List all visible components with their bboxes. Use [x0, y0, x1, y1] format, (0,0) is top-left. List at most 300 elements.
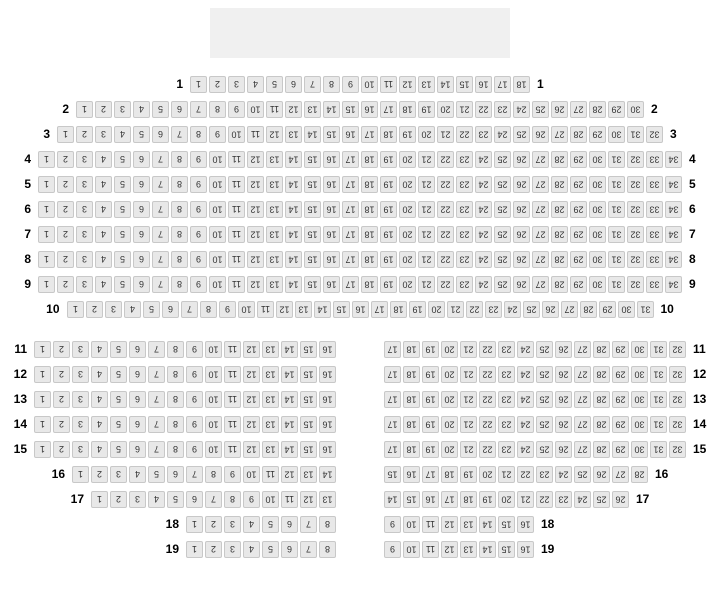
seat[interactable]	[114, 126, 131, 143]
seat[interactable]	[593, 366, 610, 383]
seat[interactable]	[262, 541, 279, 558]
seat[interactable]	[456, 126, 473, 143]
seat[interactable]	[627, 101, 644, 118]
seat[interactable]	[190, 176, 207, 193]
seat[interactable]	[209, 76, 226, 93]
seat[interactable]	[53, 416, 70, 433]
seat[interactable]	[262, 341, 279, 358]
seat[interactable]	[209, 151, 226, 168]
seat[interactable]	[205, 391, 222, 408]
seat[interactable]	[570, 276, 587, 293]
seat[interactable]	[589, 201, 606, 218]
seat[interactable]	[593, 491, 610, 508]
seat[interactable]	[612, 491, 629, 508]
seat[interactable]	[167, 441, 184, 458]
seat[interactable]	[418, 126, 435, 143]
seat[interactable]	[152, 201, 169, 218]
seat[interactable]	[266, 151, 283, 168]
seat[interactable]	[532, 151, 549, 168]
seat[interactable]	[247, 151, 264, 168]
seat[interactable]	[403, 391, 420, 408]
seat[interactable]	[418, 276, 435, 293]
seat[interactable]	[91, 366, 108, 383]
seat[interactable]	[532, 276, 549, 293]
seat[interactable]	[513, 276, 530, 293]
seat[interactable]	[627, 151, 644, 168]
seat[interactable]	[190, 251, 207, 268]
seat[interactable]	[266, 201, 283, 218]
seat[interactable]	[456, 76, 473, 93]
seat[interactable]	[171, 151, 188, 168]
seat[interactable]	[551, 276, 568, 293]
seat[interactable]	[224, 491, 241, 508]
seat[interactable]	[479, 491, 496, 508]
seat[interactable]	[91, 441, 108, 458]
seat[interactable]	[631, 441, 648, 458]
seat[interactable]	[574, 491, 591, 508]
seat[interactable]	[304, 201, 321, 218]
seat[interactable]	[589, 276, 606, 293]
seat[interactable]	[209, 101, 226, 118]
seat[interactable]	[171, 101, 188, 118]
seat[interactable]	[627, 201, 644, 218]
seat[interactable]	[650, 416, 667, 433]
seat[interactable]	[532, 251, 549, 268]
seat[interactable]	[300, 391, 317, 408]
seat[interactable]	[665, 201, 682, 218]
seat[interactable]	[247, 226, 264, 243]
seat[interactable]	[247, 101, 264, 118]
seat[interactable]	[589, 126, 606, 143]
seat[interactable]	[536, 466, 553, 483]
seat[interactable]	[205, 516, 222, 533]
seat[interactable]	[300, 341, 317, 358]
seat[interactable]	[86, 301, 103, 318]
seat[interactable]	[129, 441, 146, 458]
seat[interactable]	[228, 251, 245, 268]
seat[interactable]	[437, 176, 454, 193]
seat[interactable]	[532, 201, 549, 218]
seat[interactable]	[475, 251, 492, 268]
seat[interactable]	[262, 416, 279, 433]
seat[interactable]	[517, 341, 534, 358]
seat[interactable]	[418, 226, 435, 243]
seat[interactable]	[38, 276, 55, 293]
seat[interactable]	[323, 251, 340, 268]
seat[interactable]	[224, 466, 241, 483]
seat[interactable]	[384, 391, 401, 408]
seat[interactable]	[466, 301, 483, 318]
seat[interactable]	[555, 466, 572, 483]
seat[interactable]	[589, 226, 606, 243]
seat[interactable]	[95, 101, 112, 118]
seat[interactable]	[513, 126, 530, 143]
seat[interactable]	[570, 126, 587, 143]
seat[interactable]	[479, 391, 496, 408]
seat[interactable]	[403, 416, 420, 433]
seat[interactable]	[390, 301, 407, 318]
seat[interactable]	[319, 466, 336, 483]
seat[interactable]	[612, 341, 629, 358]
seat[interactable]	[281, 541, 298, 558]
seat[interactable]	[646, 151, 663, 168]
seat[interactable]	[285, 101, 302, 118]
seat[interactable]	[300, 541, 317, 558]
seat[interactable]	[498, 441, 515, 458]
seat[interactable]	[646, 251, 663, 268]
seat[interactable]	[441, 341, 458, 358]
seat[interactable]	[593, 466, 610, 483]
seat[interactable]	[494, 226, 511, 243]
seat[interactable]	[266, 101, 283, 118]
seat[interactable]	[513, 251, 530, 268]
seat[interactable]	[110, 416, 127, 433]
seat[interactable]	[513, 226, 530, 243]
seat[interactable]	[266, 76, 283, 93]
seat[interactable]	[631, 466, 648, 483]
seat[interactable]	[403, 441, 420, 458]
seat[interactable]	[403, 366, 420, 383]
seat[interactable]	[95, 226, 112, 243]
seat[interactable]	[460, 491, 477, 508]
seat[interactable]	[129, 466, 146, 483]
seat[interactable]	[437, 76, 454, 93]
seat[interactable]	[319, 416, 336, 433]
seat[interactable]	[637, 301, 654, 318]
seat[interactable]	[38, 201, 55, 218]
seat[interactable]	[167, 366, 184, 383]
seat[interactable]	[205, 491, 222, 508]
seat[interactable]	[133, 251, 150, 268]
seat[interactable]	[380, 76, 397, 93]
seat[interactable]	[618, 301, 635, 318]
seat[interactable]	[53, 391, 70, 408]
seat[interactable]	[205, 441, 222, 458]
seat[interactable]	[612, 441, 629, 458]
seat[interactable]	[513, 151, 530, 168]
seat[interactable]	[266, 226, 283, 243]
seat[interactable]	[570, 176, 587, 193]
seat[interactable]	[437, 201, 454, 218]
seat[interactable]	[650, 341, 667, 358]
seat[interactable]	[114, 176, 131, 193]
seat[interactable]	[91, 416, 108, 433]
seat[interactable]	[551, 176, 568, 193]
seat[interactable]	[460, 366, 477, 383]
seat[interactable]	[171, 251, 188, 268]
seat[interactable]	[437, 151, 454, 168]
seat[interactable]	[228, 176, 245, 193]
seat[interactable]	[129, 491, 146, 508]
seat[interactable]	[148, 441, 165, 458]
seat[interactable]	[342, 276, 359, 293]
seat[interactable]	[555, 441, 572, 458]
seat[interactable]	[494, 276, 511, 293]
seat[interactable]	[300, 466, 317, 483]
seat[interactable]	[243, 366, 260, 383]
seat[interactable]	[403, 491, 420, 508]
seat[interactable]	[399, 101, 416, 118]
seat[interactable]	[133, 151, 150, 168]
seat[interactable]	[517, 416, 534, 433]
seat[interactable]	[551, 251, 568, 268]
seat[interactable]	[513, 101, 530, 118]
seat[interactable]	[494, 251, 511, 268]
seat[interactable]	[114, 201, 131, 218]
seat[interactable]	[57, 251, 74, 268]
seat[interactable]	[460, 441, 477, 458]
seat[interactable]	[399, 226, 416, 243]
seat[interactable]	[129, 391, 146, 408]
seat[interactable]	[262, 366, 279, 383]
seat[interactable]	[380, 226, 397, 243]
seat[interactable]	[403, 516, 420, 533]
seat[interactable]	[593, 441, 610, 458]
seat[interactable]	[228, 201, 245, 218]
seat[interactable]	[38, 226, 55, 243]
seat[interactable]	[152, 251, 169, 268]
seat[interactable]	[498, 516, 515, 533]
seat[interactable]	[34, 341, 51, 358]
seat[interactable]	[361, 226, 378, 243]
seat[interactable]	[498, 466, 515, 483]
seat[interactable]	[399, 276, 416, 293]
seat[interactable]	[456, 151, 473, 168]
seat[interactable]	[262, 391, 279, 408]
seat[interactable]	[361, 276, 378, 293]
seat[interactable]	[95, 126, 112, 143]
seat[interactable]	[627, 276, 644, 293]
seat[interactable]	[422, 366, 439, 383]
seat[interactable]	[361, 126, 378, 143]
seat[interactable]	[262, 441, 279, 458]
seat[interactable]	[384, 541, 401, 558]
seat[interactable]	[437, 101, 454, 118]
seat[interactable]	[205, 541, 222, 558]
seat[interactable]	[152, 151, 169, 168]
seat[interactable]	[352, 301, 369, 318]
seat[interactable]	[34, 366, 51, 383]
seat[interactable]	[285, 276, 302, 293]
seat[interactable]	[190, 151, 207, 168]
seat[interactable]	[281, 466, 298, 483]
seat[interactable]	[532, 126, 549, 143]
seat[interactable]	[342, 226, 359, 243]
seat[interactable]	[380, 251, 397, 268]
seat[interactable]	[555, 341, 572, 358]
seat[interactable]	[669, 416, 686, 433]
seat[interactable]	[228, 76, 245, 93]
seat[interactable]	[133, 176, 150, 193]
seat[interactable]	[342, 176, 359, 193]
seat[interactable]	[247, 126, 264, 143]
seat[interactable]	[247, 201, 264, 218]
seat[interactable]	[418, 76, 435, 93]
seat[interactable]	[314, 301, 331, 318]
seat[interactable]	[384, 441, 401, 458]
seat[interactable]	[76, 251, 93, 268]
seat[interactable]	[608, 201, 625, 218]
seat[interactable]	[38, 151, 55, 168]
seat[interactable]	[551, 101, 568, 118]
seat[interactable]	[152, 276, 169, 293]
seat[interactable]	[589, 101, 606, 118]
seat[interactable]	[428, 301, 445, 318]
seat[interactable]	[243, 541, 260, 558]
seat[interactable]	[285, 251, 302, 268]
seat[interactable]	[536, 441, 553, 458]
seat[interactable]	[441, 416, 458, 433]
seat[interactable]	[304, 101, 321, 118]
seat[interactable]	[361, 176, 378, 193]
seat[interactable]	[91, 391, 108, 408]
seat[interactable]	[441, 441, 458, 458]
seat[interactable]	[456, 201, 473, 218]
seat[interactable]	[114, 276, 131, 293]
seat[interactable]	[190, 276, 207, 293]
seat[interactable]	[300, 366, 317, 383]
seat[interactable]	[171, 126, 188, 143]
seat[interactable]	[95, 176, 112, 193]
seat[interactable]	[380, 201, 397, 218]
seat[interactable]	[399, 76, 416, 93]
seat[interactable]	[243, 416, 260, 433]
seat[interactable]	[384, 466, 401, 483]
seat[interactable]	[133, 101, 150, 118]
seat[interactable]	[181, 301, 198, 318]
seat[interactable]	[403, 466, 420, 483]
seat[interactable]	[580, 301, 597, 318]
seat[interactable]	[205, 366, 222, 383]
seat[interactable]	[110, 441, 127, 458]
seat[interactable]	[441, 391, 458, 408]
seat[interactable]	[589, 151, 606, 168]
seat[interactable]	[224, 541, 241, 558]
seat[interactable]	[228, 151, 245, 168]
seat[interactable]	[361, 201, 378, 218]
seat[interactable]	[304, 276, 321, 293]
seat[interactable]	[281, 341, 298, 358]
seat[interactable]	[418, 151, 435, 168]
seat[interactable]	[319, 391, 336, 408]
seat[interactable]	[304, 126, 321, 143]
seat[interactable]	[186, 516, 203, 533]
seat[interactable]	[162, 301, 179, 318]
seat[interactable]	[608, 251, 625, 268]
seat[interactable]	[190, 226, 207, 243]
seat[interactable]	[551, 126, 568, 143]
seat[interactable]	[555, 366, 572, 383]
seat[interactable]	[669, 341, 686, 358]
seat[interactable]	[72, 441, 89, 458]
seat[interactable]	[380, 176, 397, 193]
seat[interactable]	[319, 441, 336, 458]
seat[interactable]	[281, 441, 298, 458]
seat[interactable]	[209, 276, 226, 293]
seat[interactable]	[422, 491, 439, 508]
seat[interactable]	[304, 251, 321, 268]
seat[interactable]	[247, 276, 264, 293]
seat[interactable]	[124, 301, 141, 318]
seat[interactable]	[67, 301, 84, 318]
seat[interactable]	[110, 341, 127, 358]
seat[interactable]	[399, 126, 416, 143]
seat[interactable]	[631, 366, 648, 383]
seat[interactable]	[323, 126, 340, 143]
seat[interactable]	[228, 101, 245, 118]
seat[interactable]	[460, 516, 477, 533]
seat[interactable]	[167, 341, 184, 358]
seat[interactable]	[276, 301, 293, 318]
seat[interactable]	[224, 416, 241, 433]
seat[interactable]	[479, 441, 496, 458]
seat[interactable]	[319, 491, 336, 508]
seat[interactable]	[536, 341, 553, 358]
seat[interactable]	[608, 126, 625, 143]
seat[interactable]	[110, 491, 127, 508]
seat[interactable]	[536, 491, 553, 508]
seat[interactable]	[285, 201, 302, 218]
seat[interactable]	[409, 301, 426, 318]
seat[interactable]	[38, 176, 55, 193]
seat[interactable]	[171, 276, 188, 293]
seat[interactable]	[57, 276, 74, 293]
seat[interactable]	[342, 126, 359, 143]
seat[interactable]	[34, 391, 51, 408]
seat[interactable]	[437, 226, 454, 243]
seat[interactable]	[91, 341, 108, 358]
seat[interactable]	[243, 391, 260, 408]
seat[interactable]	[319, 541, 336, 558]
seat[interactable]	[608, 176, 625, 193]
seat[interactable]	[570, 101, 587, 118]
seat[interactable]	[475, 126, 492, 143]
seat[interactable]	[599, 301, 616, 318]
seat[interactable]	[281, 391, 298, 408]
seat[interactable]	[243, 491, 260, 508]
seat[interactable]	[76, 176, 93, 193]
seat[interactable]	[281, 416, 298, 433]
seat[interactable]	[323, 76, 340, 93]
seat[interactable]	[475, 226, 492, 243]
seat[interactable]	[95, 151, 112, 168]
seat[interactable]	[247, 176, 264, 193]
seat[interactable]	[608, 151, 625, 168]
seat[interactable]	[167, 391, 184, 408]
seat[interactable]	[171, 226, 188, 243]
seat[interactable]	[627, 226, 644, 243]
seat[interactable]	[57, 151, 74, 168]
seat[interactable]	[380, 151, 397, 168]
seat[interactable]	[494, 76, 511, 93]
seat[interactable]	[460, 391, 477, 408]
seat[interactable]	[422, 516, 439, 533]
seat[interactable]	[200, 301, 217, 318]
seat[interactable]	[479, 516, 496, 533]
seat[interactable]	[441, 491, 458, 508]
seat[interactable]	[631, 416, 648, 433]
seat[interactable]	[72, 416, 89, 433]
seat[interactable]	[517, 466, 534, 483]
seat[interactable]	[441, 366, 458, 383]
seat[interactable]	[371, 301, 388, 318]
seat[interactable]	[437, 251, 454, 268]
seat[interactable]	[665, 226, 682, 243]
seat[interactable]	[243, 516, 260, 533]
seat[interactable]	[152, 101, 169, 118]
seat[interactable]	[665, 176, 682, 193]
seat[interactable]	[266, 251, 283, 268]
